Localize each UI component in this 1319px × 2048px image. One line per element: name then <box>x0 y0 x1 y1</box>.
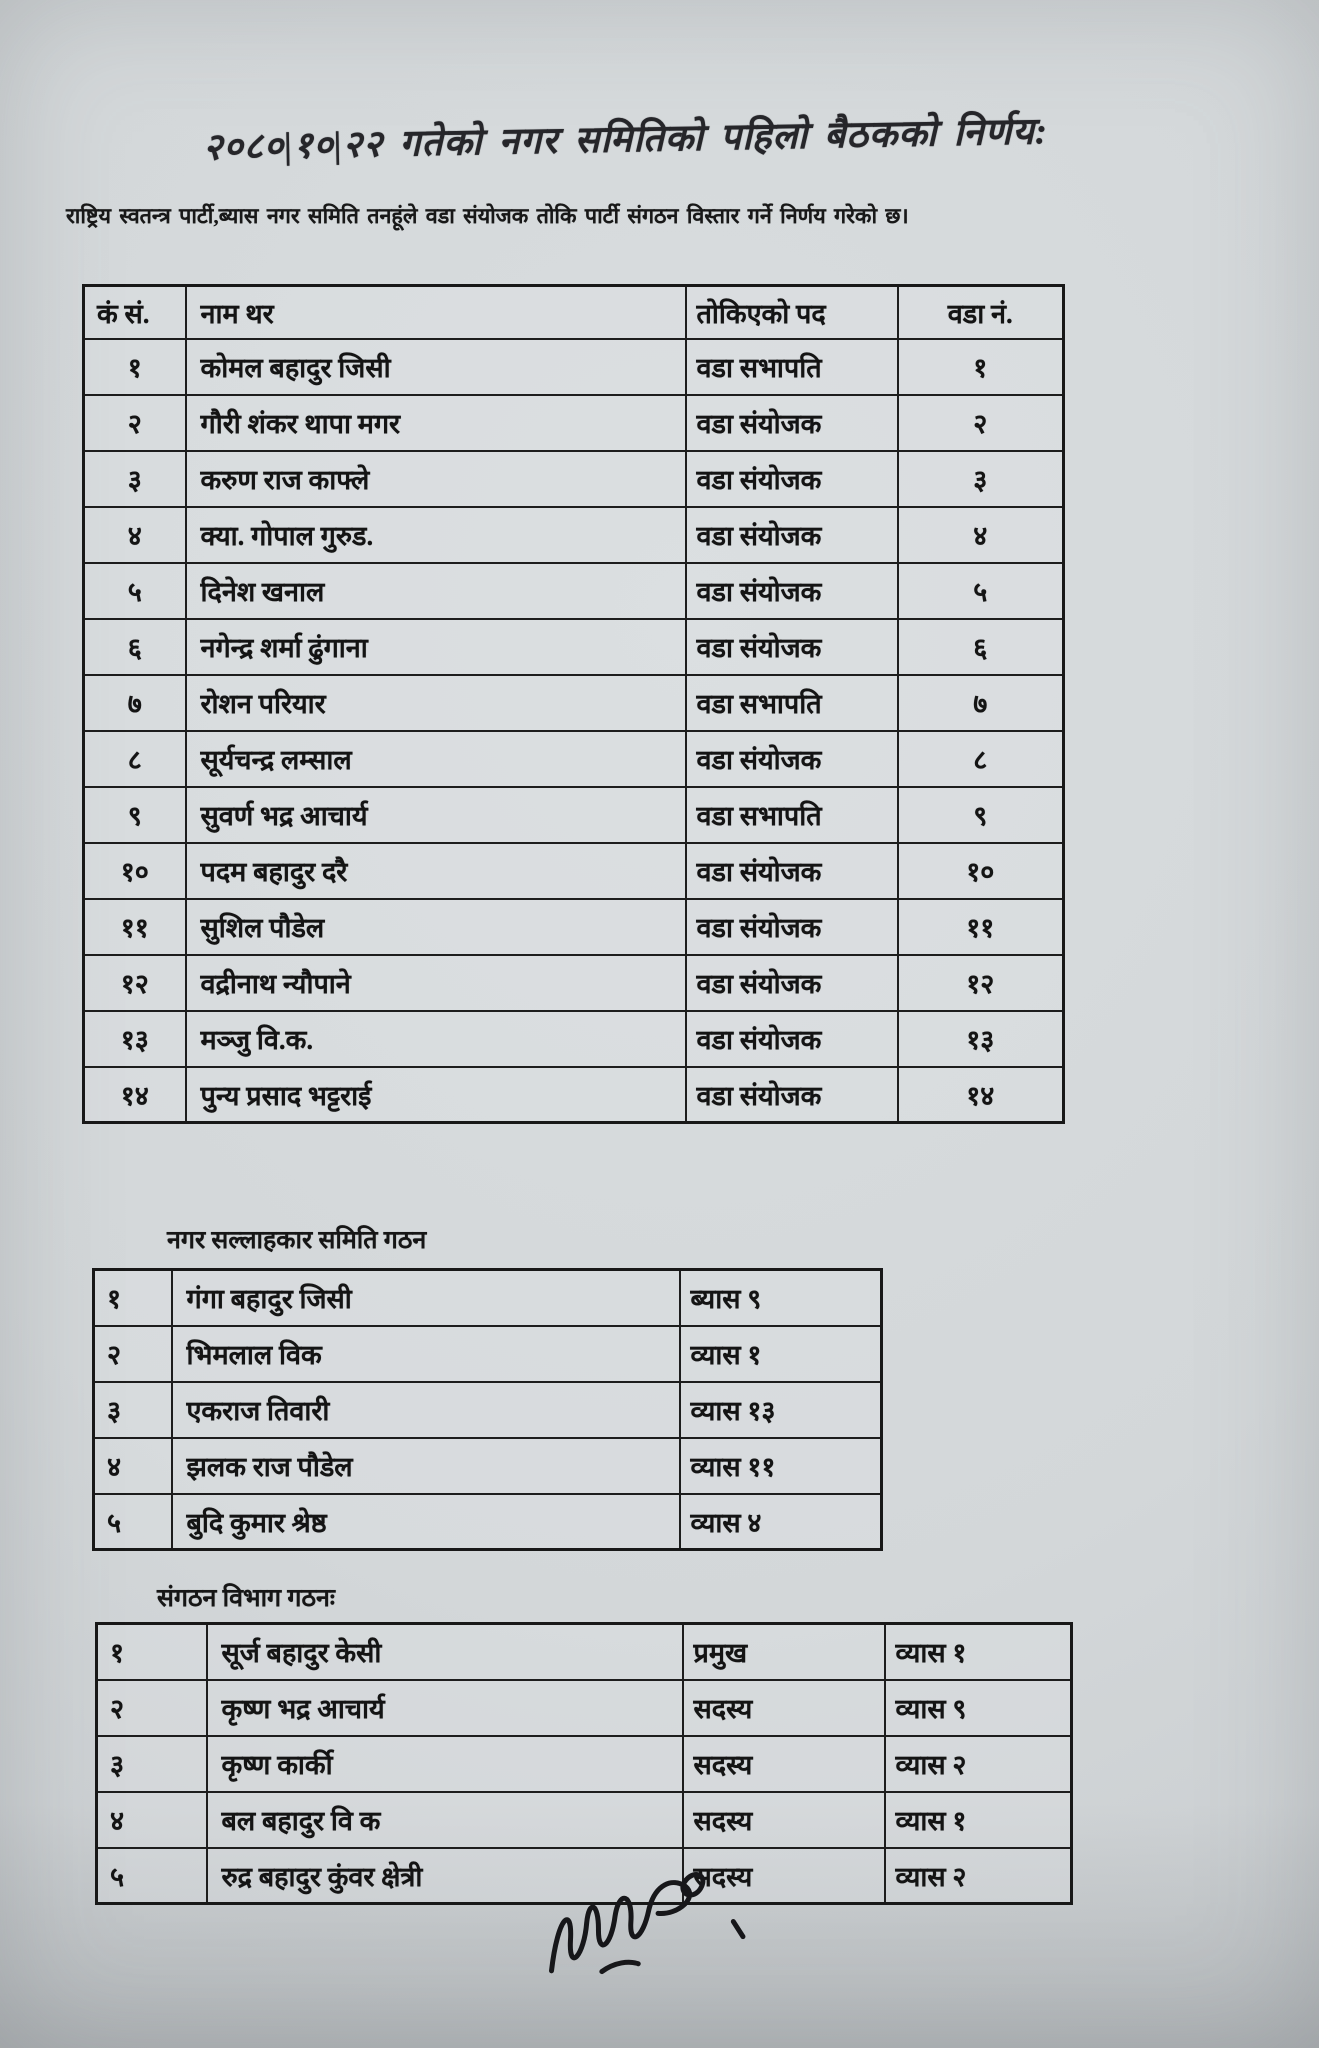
cell-ward: व्यास २ <box>885 1848 1072 1904</box>
cell-post: वडा संयोजक <box>686 1067 898 1123</box>
cell-ward-no: ९ <box>898 787 1064 843</box>
cell-ward-no: १४ <box>898 1067 1064 1123</box>
header-serial: कं सं. <box>84 286 186 339</box>
cell-serial: १ <box>84 339 186 395</box>
cell-ward-no: ७ <box>898 675 1064 731</box>
cell-serial: १ <box>97 1624 207 1680</box>
table-row <box>84 1067 1064 1123</box>
cell-serial: २ <box>84 395 186 451</box>
cell-serial: ३ <box>97 1736 207 1792</box>
table-row <box>94 1270 882 1326</box>
cell-serial: ५ <box>94 1494 172 1550</box>
cell-name: क्या. गोपाल गुरुड. <box>186 507 686 563</box>
cell-ward-no: १३ <box>898 1011 1064 1067</box>
table-row <box>84 787 1064 843</box>
cell-name: पुन्य प्रसाद भट्टराई <box>186 1067 686 1123</box>
cell-ward: व्यास १ <box>680 1326 882 1382</box>
cell-ward: ब्यास ९ <box>680 1270 882 1326</box>
cell-ward-no: ४ <box>898 507 1064 563</box>
cell-name: कृष्ण कार्की <box>207 1736 683 1792</box>
cell-name: एकराज तिवारी <box>172 1382 680 1438</box>
table-header-row <box>84 286 1064 339</box>
table-row <box>84 731 1064 787</box>
advisor-committee-table <box>92 1268 883 1551</box>
cell-ward-no: १० <box>898 843 1064 899</box>
cell-name: बल बहादुर वि क <box>207 1792 683 1848</box>
table-row <box>84 675 1064 731</box>
cell-ward-no: ११ <box>898 899 1064 955</box>
cell-serial: २ <box>94 1326 172 1382</box>
cell-serial: ५ <box>84 563 186 619</box>
organization-dept-heading: संगठन विभाग गठनः <box>157 1585 335 1612</box>
cell-post: सदस्य <box>683 1680 885 1736</box>
table-row <box>94 1494 882 1550</box>
table-row <box>84 619 1064 675</box>
cell-post: वडा संयोजक <box>686 843 898 899</box>
header-ward-no: वडा नं. <box>898 286 1064 339</box>
advisor-committee-heading: नगर सल्लाहकार समिति गठन <box>167 1227 427 1254</box>
header-name: नाम थर <box>186 286 686 339</box>
intro-paragraph: राष्ट्रिय स्वतन्त्र पार्टी,ब्यास नगर समिति तनहूंले वडा संयोजक तोकि पार्टी संगठन विस्तार गर्ने निर्णय गरेको छ। <box>66 204 909 228</box>
cell-name: रोशन परियार <box>186 675 686 731</box>
cell-serial: १४ <box>84 1067 186 1123</box>
cell-serial: ४ <box>94 1438 172 1494</box>
table-row <box>97 1624 1072 1680</box>
table-row <box>97 1792 1072 1848</box>
table-row <box>94 1438 882 1494</box>
signature-scribble <box>532 1860 773 2003</box>
table-row <box>97 1680 1072 1736</box>
cell-post: वडा संयोजक <box>686 451 898 507</box>
cell-name: झलक राज पौडेल <box>172 1438 680 1494</box>
cell-ward-no: ५ <box>898 563 1064 619</box>
cell-name: कृष्ण भद्र आचार्य <box>207 1680 683 1736</box>
cell-ward: व्यास १ <box>885 1624 1072 1680</box>
cell-post: वडा संयोजक <box>686 731 898 787</box>
cell-serial: १० <box>84 843 186 899</box>
table-row <box>84 339 1064 395</box>
cell-name: करुण राज काफ्ले <box>186 451 686 507</box>
table-row <box>84 395 1064 451</box>
cell-serial: ५ <box>97 1848 207 1904</box>
cell-ward-no: २ <box>898 395 1064 451</box>
cell-ward-no: ३ <box>898 451 1064 507</box>
cell-post: सदस्य <box>683 1792 885 1848</box>
cell-name: सूर्ज बहादुर केसी <box>207 1624 683 1680</box>
table-row <box>84 563 1064 619</box>
cell-ward: व्यास २ <box>885 1736 1072 1792</box>
cell-ward-no: १ <box>898 339 1064 395</box>
cell-name: पदम बहादुर दरै <box>186 843 686 899</box>
cell-ward: व्यास १३ <box>680 1382 882 1438</box>
cell-name: वद्रीनाथ न्यौपाने <box>186 955 686 1011</box>
table-row <box>84 955 1064 1011</box>
cell-name: सूर्यचन्द्र लम्साल <box>186 731 686 787</box>
handwritten-meeting-title: २०८०|१०|२२ गतेको नगर समितिको पहिलो बैठकको निर्णय: <box>202 111 1049 169</box>
cell-serial: २ <box>97 1680 207 1736</box>
cell-name: गौरी शंकर थापा मगर <box>186 395 686 451</box>
cell-name: नगेन्द्र शर्मा ढुंगाना <box>186 619 686 675</box>
cell-serial: ९ <box>84 787 186 843</box>
cell-serial: १३ <box>84 1011 186 1067</box>
organization-dept-table <box>95 1622 1073 1905</box>
cell-post: प्रमुख <box>683 1624 885 1680</box>
cell-post: वडा संयोजक <box>686 563 898 619</box>
cell-post: वडा संयोजक <box>686 507 898 563</box>
cell-ward: व्यास ११ <box>680 1438 882 1494</box>
cell-ward-no: ८ <box>898 731 1064 787</box>
cell-serial: १२ <box>84 955 186 1011</box>
header-post: तोकिएको पद <box>686 286 898 339</box>
cell-post: सदस्य <box>683 1736 885 1792</box>
cell-name: गंगा बहादुर जिसी <box>172 1270 680 1326</box>
cell-serial: ६ <box>84 619 186 675</box>
cell-post: वडा सभापति <box>686 787 898 843</box>
table-row <box>84 899 1064 955</box>
table-row <box>84 507 1064 563</box>
cell-name: मञ्जु वि.क. <box>186 1011 686 1067</box>
cell-name: सुवर्ण भद्र आचार्य <box>186 787 686 843</box>
cell-name: दिनेश खनाल <box>186 563 686 619</box>
cell-post: वडा सभापति <box>686 675 898 731</box>
cell-serial: ४ <box>84 507 186 563</box>
cell-ward-no: ६ <box>898 619 1064 675</box>
cell-serial: ४ <box>97 1792 207 1848</box>
cell-serial: १ <box>94 1270 172 1326</box>
cell-ward-no: १२ <box>898 955 1064 1011</box>
cell-ward: व्यास ४ <box>680 1494 882 1550</box>
cell-name: सुशिल पौडेल <box>186 899 686 955</box>
cell-name: कोमल बहादुर जिसी <box>186 339 686 395</box>
cell-post: वडा संयोजक <box>686 899 898 955</box>
cell-ward: व्यास ९ <box>885 1680 1072 1736</box>
cell-serial: ३ <box>84 451 186 507</box>
cell-post: वडा संयोजक <box>686 395 898 451</box>
table-row <box>84 843 1064 899</box>
table-row <box>84 1011 1064 1067</box>
table-row <box>97 1736 1072 1792</box>
table-row <box>84 451 1064 507</box>
cell-post: वडा संयोजक <box>686 955 898 1011</box>
cell-serial: ११ <box>84 899 186 955</box>
cell-post: सदस्य <box>683 1848 885 1904</box>
cell-post: वडा संयोजक <box>686 619 898 675</box>
cell-serial: ८ <box>84 731 186 787</box>
table-row <box>94 1326 882 1382</box>
table-row <box>94 1382 882 1438</box>
cell-name: बुदि कुमार श्रेष्ठ <box>172 1494 680 1550</box>
cell-ward: व्यास १ <box>885 1792 1072 1848</box>
cell-serial: ७ <box>84 675 186 731</box>
cell-name: रुद्र बहादुर कुंवर क्षेत्री <box>207 1848 683 1904</box>
cell-post: वडा सभापति <box>686 339 898 395</box>
cell-post: वडा संयोजक <box>686 1011 898 1067</box>
ward-coordinator-table <box>82 284 1065 1124</box>
cell-name: भिमलाल विक <box>172 1326 680 1382</box>
cell-serial: ३ <box>94 1382 172 1438</box>
